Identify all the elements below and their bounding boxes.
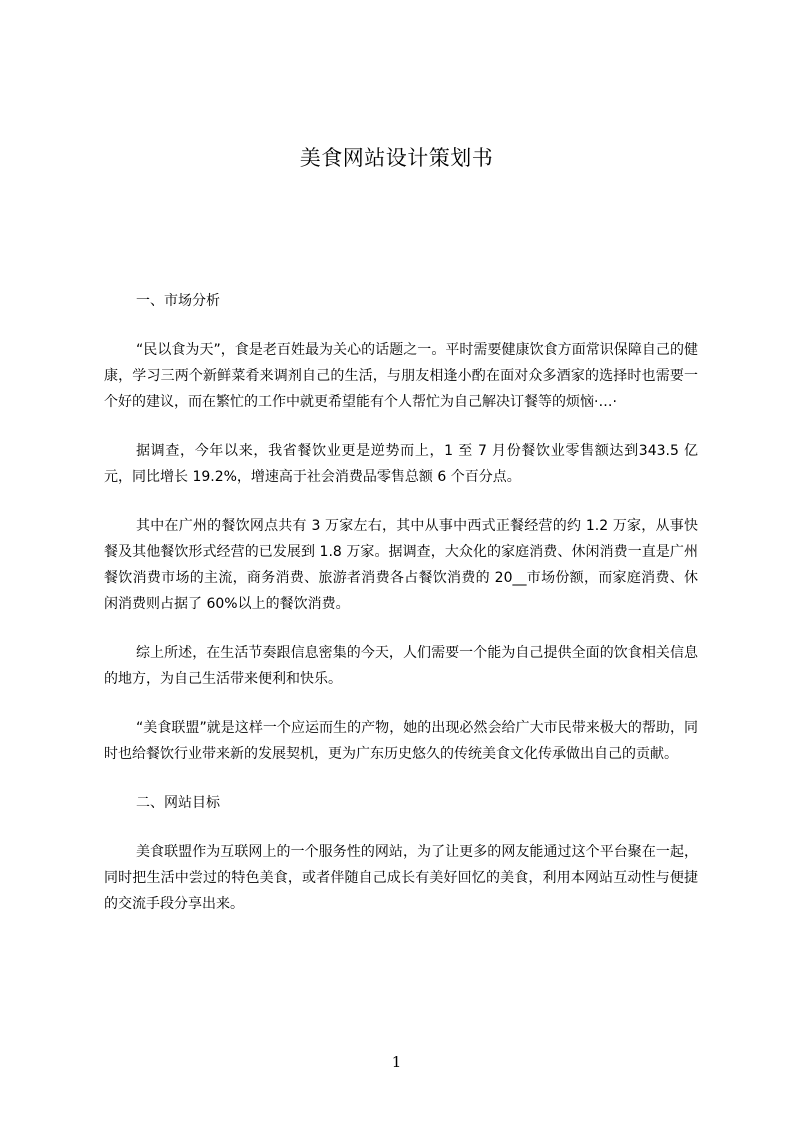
document-body bbox=[104, 288, 698, 917]
paragraph: 美食联盟作为互联网上的一个服务性的网站，为了让更多的网友能通过这个平台聚在一起，同时把生活中尝过的特色美食，或者伴随自己成长有美好回忆的美食，利用本网站互动性与便捷的交流手段分享出来。 bbox=[104, 844, 698, 912]
paragraph: “民以食为天”，食是老百姓最为关心的话题之一。平时需要健康饮食方面常识保障自己的健康，学习三两个新鲜菜肴来调剂自己的生活，与朋友相逢小酌在面对众多酒家的选择时也需要一个好的建议，而在繁忙的工作中就更希望能有个人帮忙为自己解决订餐等的烦恼·…· bbox=[104, 342, 698, 410]
paragraph: “美食联盟”就是这样一个应运而生的产物，她的出现必然会给广大市民带来极大的帮助，同时也给餐饮行业带来新的发展契机，更为广东历史悠久的传统美食文化传承做出自己的贡献。 bbox=[104, 720, 698, 762]
page-number: 1 bbox=[391, 1053, 402, 1071]
paragraph: 综上所述，在生活节奏跟信息密集的今天，人们需要一个能为自己提供全面的饮食相关信息的地方，为自己生活带来便利和快乐。 bbox=[104, 645, 698, 687]
section-heading-website-goal: 二、网站目标 bbox=[136, 795, 220, 811]
paragraph: 据调查，今年以来，我省餐饮业更是逆势而上，1 至 7 月份餐饮业零售额达到343.5 亿元，同比增长 19.2%，增速高于社会消费品零售总额 6 个百分点。 bbox=[104, 443, 698, 485]
paragraph: 其中在广州的餐饮网点共有 3 万家左右，其中从事中西式正餐经营的约 1.2 万家，从事快餐及其他餐饮形式经营的已发展到 1.8 万家。据调查，大众化的家庭消费、休闲消费一直是广州餐饮消费市场的主流，商务消费、旅游者消费各占餐饮消费的 20__市场份额，而家庭消费、休闲消费则占据了 60%以上的餐饮消费。 bbox=[104, 518, 698, 612]
document-title: 美食网站设计策划书 bbox=[299, 146, 494, 170]
section-heading-market-analysis: 一、市场分析 bbox=[136, 293, 220, 309]
